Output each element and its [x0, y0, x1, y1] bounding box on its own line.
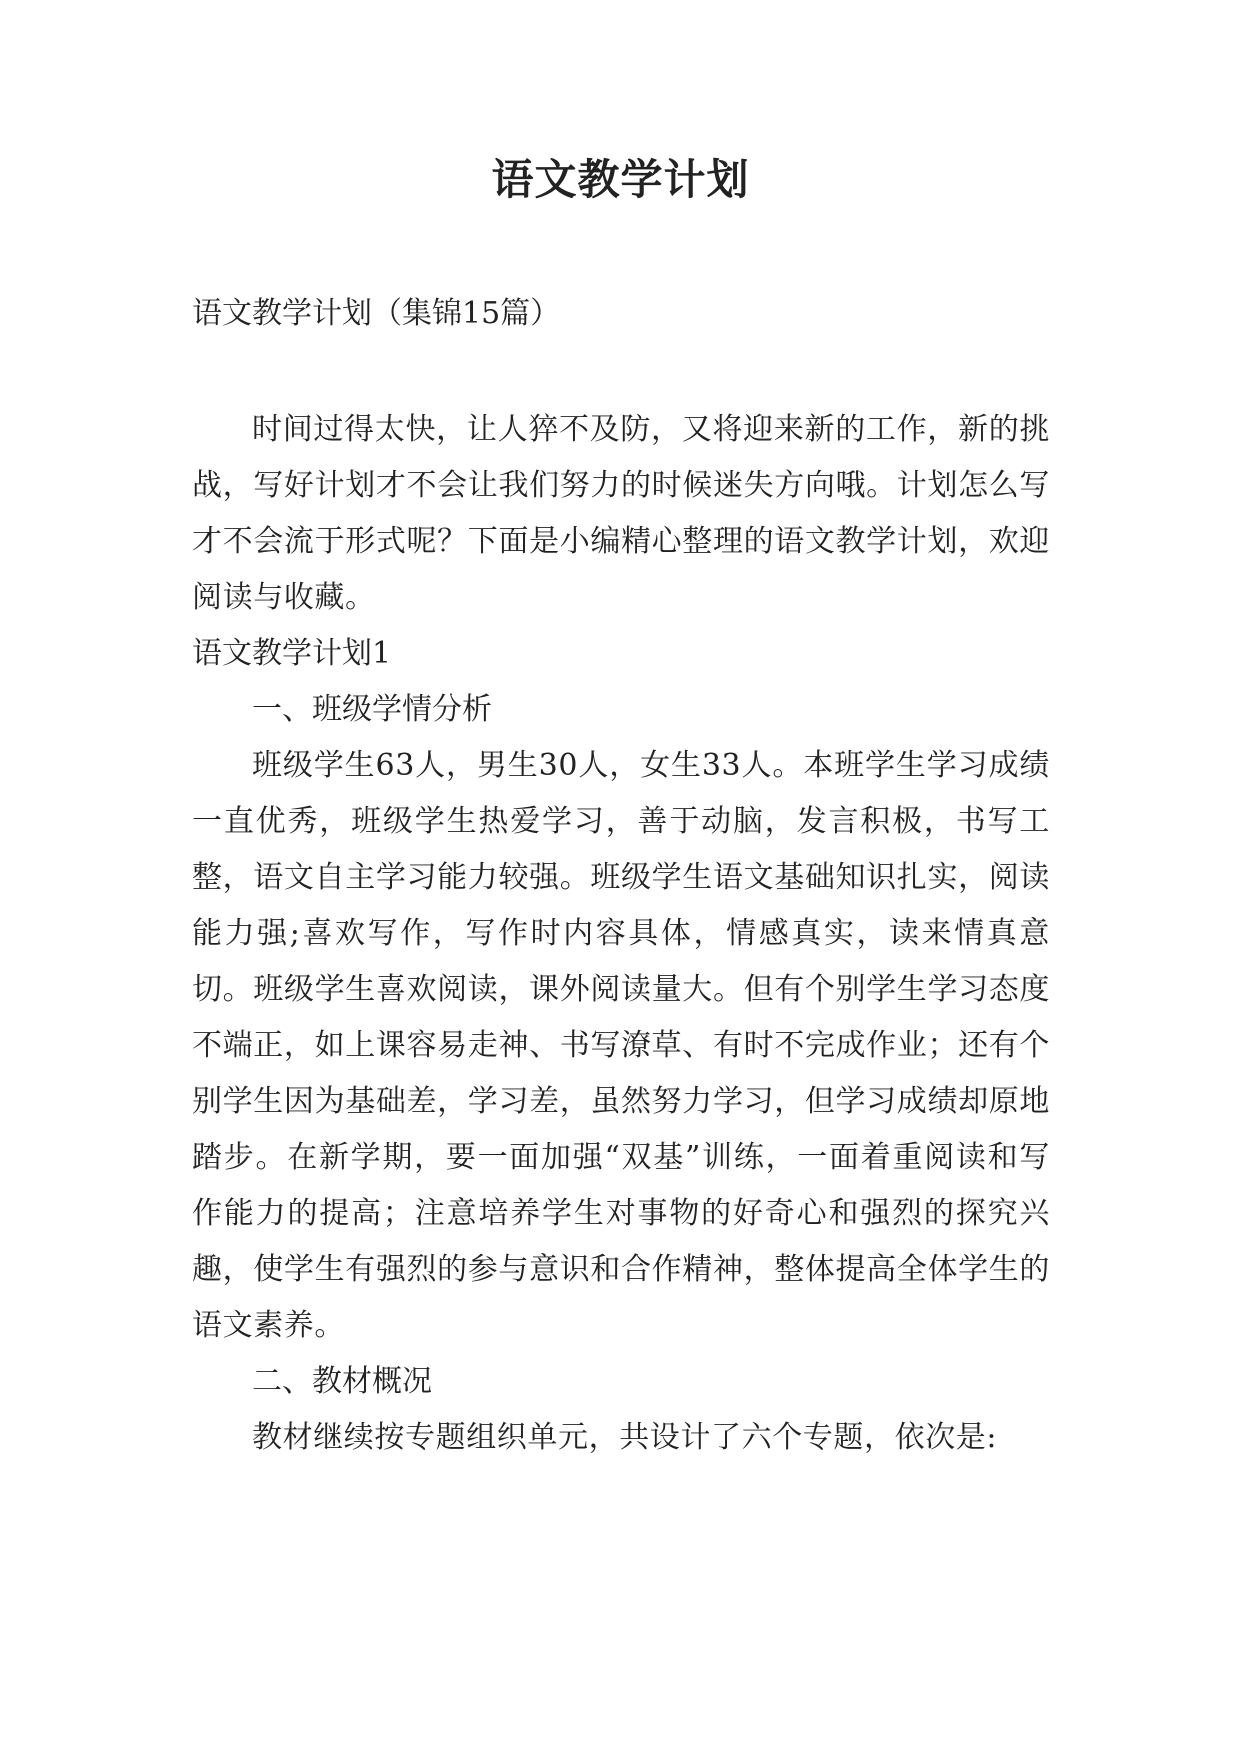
heading-class-analysis: 一、班级学情分析: [252, 692, 492, 727]
intro-paragraph: 时间过得太快，让人猝不及防，又将迎来新的工作，新的挑战，写好计划才不会让我们努力的时候迷失方向哦。计划怎么写才不会流于形式呢？下面是小编精心整理的语文教学计划，欢迎阅读与收藏。: [192, 412, 1050, 615]
document-title: 语文教学计划: [491, 155, 750, 204]
paragraph-textbook-overview: 教材继续按专题组织单元，共设计了六个专题，依次是:: [252, 1420, 998, 1455]
document-body: [192, 286, 1050, 1466]
section-title: 语文教学计划1: [192, 636, 392, 671]
paragraph-class-analysis: 班级学生63人，男生30人，女生33人。本班学生学习成绩一直优秀，班级学生热爱学习，善于动脑，发言积极，书写工整，语文自主学习能力较强。班级学生语文基础知识扎实，阅读能力强;喜欢写作，写作时内容具体，情感真实，读来情真意切。班级学生喜欢阅读，课外阅读量大。但有个别学生学习态度不端正，如上课容易走神、书写潦草、有时不完成作业；还有个别学生因为基础差，学习差，虽然努力学习，但学习成绩却原地踏步。在新学期，要一面加强“双基”训练，一面着重阅读和写作能力的提高；注意培养学生对事物的好奇心和强烈的探究兴趣，使学生有强烈的参与意识和合作精神，整体提高全体学生的语文素养。: [192, 748, 1050, 1343]
heading-textbook-overview: 二、教材概况: [252, 1364, 432, 1399]
document-subtitle: 语文教学计划（集锦15篇）: [192, 296, 561, 331]
